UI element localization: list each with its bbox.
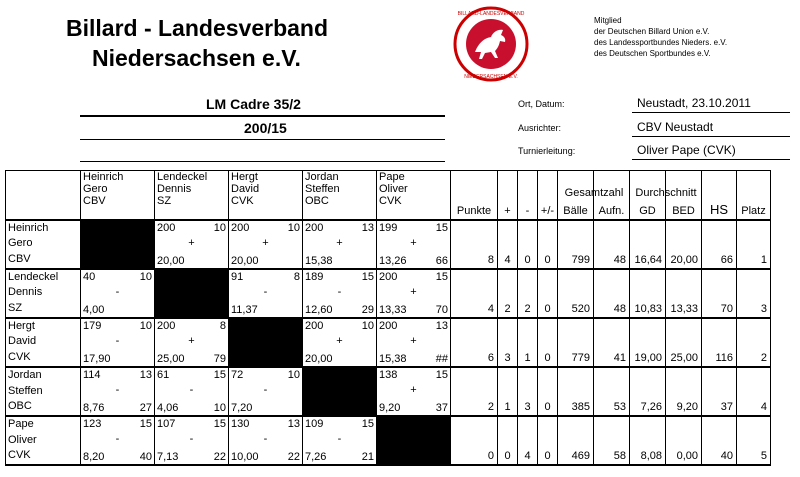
stat-baelle: 469 xyxy=(558,416,594,465)
stat-hs: 66 xyxy=(702,220,737,269)
match-innings: 15 xyxy=(213,368,226,381)
stat-plus: 3 xyxy=(498,318,518,367)
match-result-cell xyxy=(377,269,451,318)
player-header-club: SZ xyxy=(157,195,172,207)
player-header-club: OBC xyxy=(305,195,329,207)
corner-cell xyxy=(6,171,81,220)
stat-hs: 40 xyxy=(702,416,737,465)
stat-hs: 37 xyxy=(702,367,737,416)
divider xyxy=(632,159,790,160)
match-result-cell xyxy=(155,220,229,269)
player-header xyxy=(229,171,303,220)
match-innings: 10 xyxy=(139,270,152,283)
stat-plus: 1 xyxy=(498,367,518,416)
stat-punkte: 4 xyxy=(451,269,498,318)
stat-punkte: 6 xyxy=(451,318,498,367)
divider xyxy=(632,136,790,137)
match-result-sign: - xyxy=(115,432,120,445)
match-average: 4,06 xyxy=(157,401,179,414)
match-balls: 200 xyxy=(305,221,324,234)
stat-baelle: 385 xyxy=(558,367,594,416)
match-balls: 200 xyxy=(305,319,324,332)
match-balls: 114 xyxy=(83,368,101,381)
stat-bed: 25,00 xyxy=(666,318,702,367)
match-result-cell xyxy=(377,367,451,416)
match-innings: 8 xyxy=(219,319,226,332)
match-result-sign: - xyxy=(115,383,120,396)
match-result-sign: - xyxy=(189,432,194,445)
match-result-sign: + xyxy=(410,383,417,396)
stat-aufn: 48 xyxy=(594,220,630,269)
self-match-cell xyxy=(155,269,229,318)
match-result-sign: - xyxy=(115,334,120,347)
stat-gd: 19,00 xyxy=(630,318,666,367)
match-high-series: 66 xyxy=(435,254,448,267)
match-high-series: ## xyxy=(435,352,448,365)
match-innings: 13 xyxy=(435,319,448,332)
match-balls: 200 xyxy=(379,319,398,332)
match-balls: 91 xyxy=(231,270,244,283)
row-player-last: Jordan xyxy=(8,368,42,381)
match-innings: 15 xyxy=(361,417,374,430)
player-row xyxy=(6,367,771,416)
match-high-series: 40 xyxy=(139,450,152,463)
stat-minus: 1 xyxy=(518,318,538,367)
player-row xyxy=(6,220,771,269)
match-innings: 15 xyxy=(435,270,448,283)
match-balls: 200 xyxy=(157,319,176,332)
match-innings: 10 xyxy=(287,368,300,381)
stat-baelle: 520 xyxy=(558,269,594,318)
match-innings: 10 xyxy=(287,221,300,234)
membership-block xyxy=(594,15,727,59)
player-row xyxy=(6,416,771,465)
match-balls: 40 xyxy=(83,270,96,283)
row-player-name xyxy=(6,367,81,416)
stat-aufn: 53 xyxy=(594,367,630,416)
match-result-cell xyxy=(155,367,229,416)
turnierleitung-label: Turnierleitung: xyxy=(518,146,576,156)
divider xyxy=(632,112,790,113)
match-innings: 15 xyxy=(213,417,226,430)
player-row xyxy=(6,318,771,367)
ort-label: Ort, Datum: xyxy=(518,99,565,109)
match-innings: 15 xyxy=(361,270,374,283)
row-player-name xyxy=(6,416,81,465)
stat-plus: 2 xyxy=(498,269,518,318)
match-result-cell xyxy=(81,416,155,465)
match-result-cell xyxy=(229,269,303,318)
svg-text:BILLARD-LANDESVERBAND: BILLARD-LANDESVERBAND xyxy=(457,11,525,17)
player-header xyxy=(303,171,377,220)
row-player-club: CVK xyxy=(8,351,31,364)
col-header-baelle-label: Bälle xyxy=(563,204,588,217)
match-high-series: 22 xyxy=(213,450,226,463)
match-average: 20,00 xyxy=(231,254,259,267)
stat-platz: 5 xyxy=(737,416,771,465)
row-player-first: David xyxy=(8,335,37,348)
match-result-cell xyxy=(303,318,377,367)
col-header-pm: +/- xyxy=(538,171,558,220)
player-header-last: Heinrich xyxy=(83,171,124,183)
event-name: LM Cadre 35/2 xyxy=(206,96,301,112)
stat-bed: 20,00 xyxy=(666,220,702,269)
match-result-cell xyxy=(303,416,377,465)
horse-emblem-icon xyxy=(451,6,531,82)
match-innings: 10 xyxy=(139,319,152,332)
match-result-cell xyxy=(303,269,377,318)
match-innings: 13 xyxy=(287,417,300,430)
match-average: 13,33 xyxy=(379,303,407,316)
stat-platz: 1 xyxy=(737,220,771,269)
player-header-last: Hergt xyxy=(231,171,258,183)
stat-gd: 7,26 xyxy=(630,367,666,416)
col-header-gd-label: GD xyxy=(639,204,656,217)
match-balls: 179 xyxy=(83,319,102,332)
match-average: 10,00 xyxy=(231,450,259,463)
match-innings: 15 xyxy=(139,417,152,430)
self-match-cell xyxy=(377,416,451,465)
col-header-minus: - xyxy=(518,171,538,220)
row-player-last: Heinrich xyxy=(8,221,49,234)
col-header-durchschnitt: Durchschnitt xyxy=(635,187,697,199)
match-balls: 200 xyxy=(157,221,176,234)
player-header-first: David xyxy=(231,183,260,195)
match-result-sign: + xyxy=(336,334,343,347)
match-innings: 13 xyxy=(139,368,152,381)
col-header-gesamtzahl: Gesamtzahl xyxy=(564,187,624,199)
match-high-series: 79 xyxy=(213,352,226,365)
self-match-cell xyxy=(81,220,155,269)
match-result-cell xyxy=(303,220,377,269)
match-innings: 8 xyxy=(293,270,300,283)
match-result-sign: - xyxy=(115,285,120,298)
player-header xyxy=(155,171,229,220)
membership-line: des Deutschen Sportbundes e.V. xyxy=(594,49,711,58)
match-average: 7,20 xyxy=(231,401,253,414)
match-result-sign: - xyxy=(337,432,342,445)
match-result-cell xyxy=(81,269,155,318)
match-result-sign: + xyxy=(410,285,417,298)
match-innings: 15 xyxy=(435,368,448,381)
row-player-name xyxy=(6,220,81,269)
match-high-series: 22 xyxy=(287,450,300,463)
row-player-first: Steffen xyxy=(8,384,43,397)
match-balls: 107 xyxy=(157,417,176,430)
match-high-series: 70 xyxy=(435,303,448,316)
match-balls: 200 xyxy=(231,221,250,234)
event-format: 200/15 xyxy=(244,120,287,136)
player-header-first: Steffen xyxy=(305,183,340,195)
match-innings: 10 xyxy=(361,319,374,332)
match-high-series: 27 xyxy=(139,401,152,414)
row-player-first: Oliver xyxy=(8,433,37,446)
results-table xyxy=(5,170,771,466)
divider xyxy=(80,161,445,162)
player-header-last: Lendeckel xyxy=(157,171,208,183)
match-average: 20,00 xyxy=(157,254,185,267)
self-match-cell xyxy=(303,367,377,416)
match-result-cell xyxy=(229,220,303,269)
match-result-cell xyxy=(229,416,303,465)
stat-plus: 4 xyxy=(498,220,518,269)
stat-punkte: 0 xyxy=(451,416,498,465)
match-result-cell xyxy=(155,416,229,465)
match-result-cell xyxy=(81,367,155,416)
match-balls: 130 xyxy=(231,417,250,430)
player-header-first: Oliver xyxy=(379,183,408,195)
player-header-club: CVK xyxy=(231,195,254,207)
match-average: 25,00 xyxy=(157,352,185,365)
stat-baelle: 799 xyxy=(558,220,594,269)
match-result-sign: - xyxy=(189,383,194,396)
match-average: 11,37 xyxy=(231,303,258,316)
player-header-club: CVK xyxy=(379,195,402,207)
ausrichter-value: CBV Neustadt xyxy=(637,120,714,134)
stat-aufn: 48 xyxy=(594,269,630,318)
stat-platz: 3 xyxy=(737,269,771,318)
player-header xyxy=(81,171,155,220)
match-average: 7,13 xyxy=(157,450,179,463)
col-header-plus: + xyxy=(498,171,518,220)
match-result-cell xyxy=(377,318,451,367)
player-header xyxy=(377,171,451,220)
row-player-last: Pape xyxy=(8,417,34,430)
col-header-punkte: Punkte xyxy=(451,171,498,220)
stat-pm: 0 xyxy=(538,220,558,269)
row-player-last: Hergt xyxy=(8,319,35,332)
match-average: 7,26 xyxy=(305,450,327,463)
row-player-name xyxy=(6,318,81,367)
stat-gd: 16,64 xyxy=(630,220,666,269)
membership-line: Mitglied xyxy=(594,16,622,25)
stat-minus: 3 xyxy=(518,367,538,416)
match-balls: 72 xyxy=(231,368,244,381)
match-average: 4,00 xyxy=(83,303,105,316)
player-header-last: Pape xyxy=(379,171,405,183)
stat-punkte: 2 xyxy=(451,367,498,416)
stat-hs: 70 xyxy=(702,269,737,318)
match-average: 17,90 xyxy=(83,352,111,365)
match-result-cell xyxy=(229,367,303,416)
match-average: 20,00 xyxy=(305,352,333,365)
stat-bed: 13,33 xyxy=(666,269,702,318)
row-player-last: Lendeckel xyxy=(8,270,59,283)
player-row xyxy=(6,269,771,318)
divider xyxy=(80,115,445,117)
stat-gd: 8,08 xyxy=(630,416,666,465)
ausrichter-label: Ausrichter: xyxy=(518,123,562,133)
match-result-sign: + xyxy=(336,236,343,249)
match-high-series: 37 xyxy=(435,401,448,414)
match-average: 13,26 xyxy=(379,254,407,267)
player-header-first: Dennis xyxy=(157,183,192,195)
match-balls: 123 xyxy=(83,417,102,430)
match-result-cell xyxy=(377,220,451,269)
self-match-cell xyxy=(229,318,303,367)
match-high-series: 29 xyxy=(361,303,374,316)
match-innings: 10 xyxy=(213,221,226,234)
match-balls: 109 xyxy=(305,417,324,430)
match-result-sign: - xyxy=(263,432,268,445)
match-balls: 138 xyxy=(379,368,398,381)
match-high-series: 21 xyxy=(361,450,374,463)
stat-pm: 0 xyxy=(538,269,558,318)
match-average: 12,60 xyxy=(305,303,333,316)
match-average: 9,20 xyxy=(379,401,401,414)
row-player-name xyxy=(6,269,81,318)
stat-plus: 0 xyxy=(498,416,518,465)
match-result-sign: + xyxy=(188,236,195,249)
col-header-platz: Platz xyxy=(737,171,771,220)
stat-hs: 116 xyxy=(702,318,737,367)
ort-value: Neustadt, 23.10.2011 xyxy=(637,96,751,110)
stat-bed: 9,20 xyxy=(666,367,702,416)
membership-line: der Deutschen Billard Union e.V. xyxy=(594,27,710,36)
col-header-bed: BED xyxy=(666,171,702,220)
row-player-first: Dennis xyxy=(8,286,43,299)
row-player-club: CBV xyxy=(8,252,31,265)
col-header-aufn: Aufn. xyxy=(594,171,630,220)
match-result-sign: + xyxy=(410,236,417,249)
match-high-series: 10 xyxy=(213,401,226,414)
match-innings: 13 xyxy=(361,221,374,234)
player-header-first: Gero xyxy=(83,183,108,195)
association-logo xyxy=(451,6,531,82)
org-title-line1: Billard - Landesverband xyxy=(66,15,329,41)
match-result-cell xyxy=(155,318,229,367)
stat-pm: 0 xyxy=(538,367,558,416)
player-header-club: CBV xyxy=(83,195,106,207)
match-result-cell xyxy=(81,318,155,367)
match-result-sign: + xyxy=(188,334,195,347)
stat-minus: 4 xyxy=(518,416,538,465)
org-title-line2: Niedersachsen e.V. xyxy=(92,45,301,71)
svg-text:NIEDERSACHSEN E.V.: NIEDERSACHSEN E.V. xyxy=(464,74,518,80)
match-balls: 61 xyxy=(157,368,170,381)
match-balls: 189 xyxy=(305,270,324,283)
results-body xyxy=(6,220,771,466)
match-result-sign: - xyxy=(263,285,268,298)
membership-line: des Landessportbundes Nieders. e.V. xyxy=(594,38,728,47)
stat-bed: 0,00 xyxy=(666,416,702,465)
match-result-sign: + xyxy=(262,236,269,249)
match-balls: 200 xyxy=(379,270,398,283)
match-innings: 15 xyxy=(435,221,448,234)
stat-minus: 0 xyxy=(518,220,538,269)
player-header-last: Jordan xyxy=(305,171,339,183)
divider xyxy=(80,139,445,140)
match-result-sign: - xyxy=(337,285,342,298)
turnierleitung-value: Oliver Pape (CVK) xyxy=(637,143,736,157)
header-row xyxy=(6,171,771,220)
stat-platz: 2 xyxy=(737,318,771,367)
stat-minus: 2 xyxy=(518,269,538,318)
col-header-hs: HS xyxy=(702,171,737,220)
stat-gd: 10,83 xyxy=(630,269,666,318)
match-average: 8,20 xyxy=(83,450,105,463)
stat-pm: 0 xyxy=(538,416,558,465)
stat-aufn: 58 xyxy=(594,416,630,465)
match-average: 8,76 xyxy=(83,401,105,414)
match-result-sign: + xyxy=(410,334,417,347)
row-player-first: Gero xyxy=(8,237,33,250)
row-player-club: CVK xyxy=(8,449,31,462)
stat-platz: 4 xyxy=(737,367,771,416)
match-average: 15,38 xyxy=(379,352,407,365)
row-player-club: SZ xyxy=(8,302,23,315)
match-balls: 199 xyxy=(379,221,398,234)
stat-baelle: 779 xyxy=(558,318,594,367)
match-average: 15,38 xyxy=(305,254,333,267)
stat-pm: 0 xyxy=(538,318,558,367)
stat-aufn: 41 xyxy=(594,318,630,367)
match-result-sign: - xyxy=(263,383,268,396)
stat-punkte: 8 xyxy=(451,220,498,269)
row-player-club: OBC xyxy=(8,400,32,413)
